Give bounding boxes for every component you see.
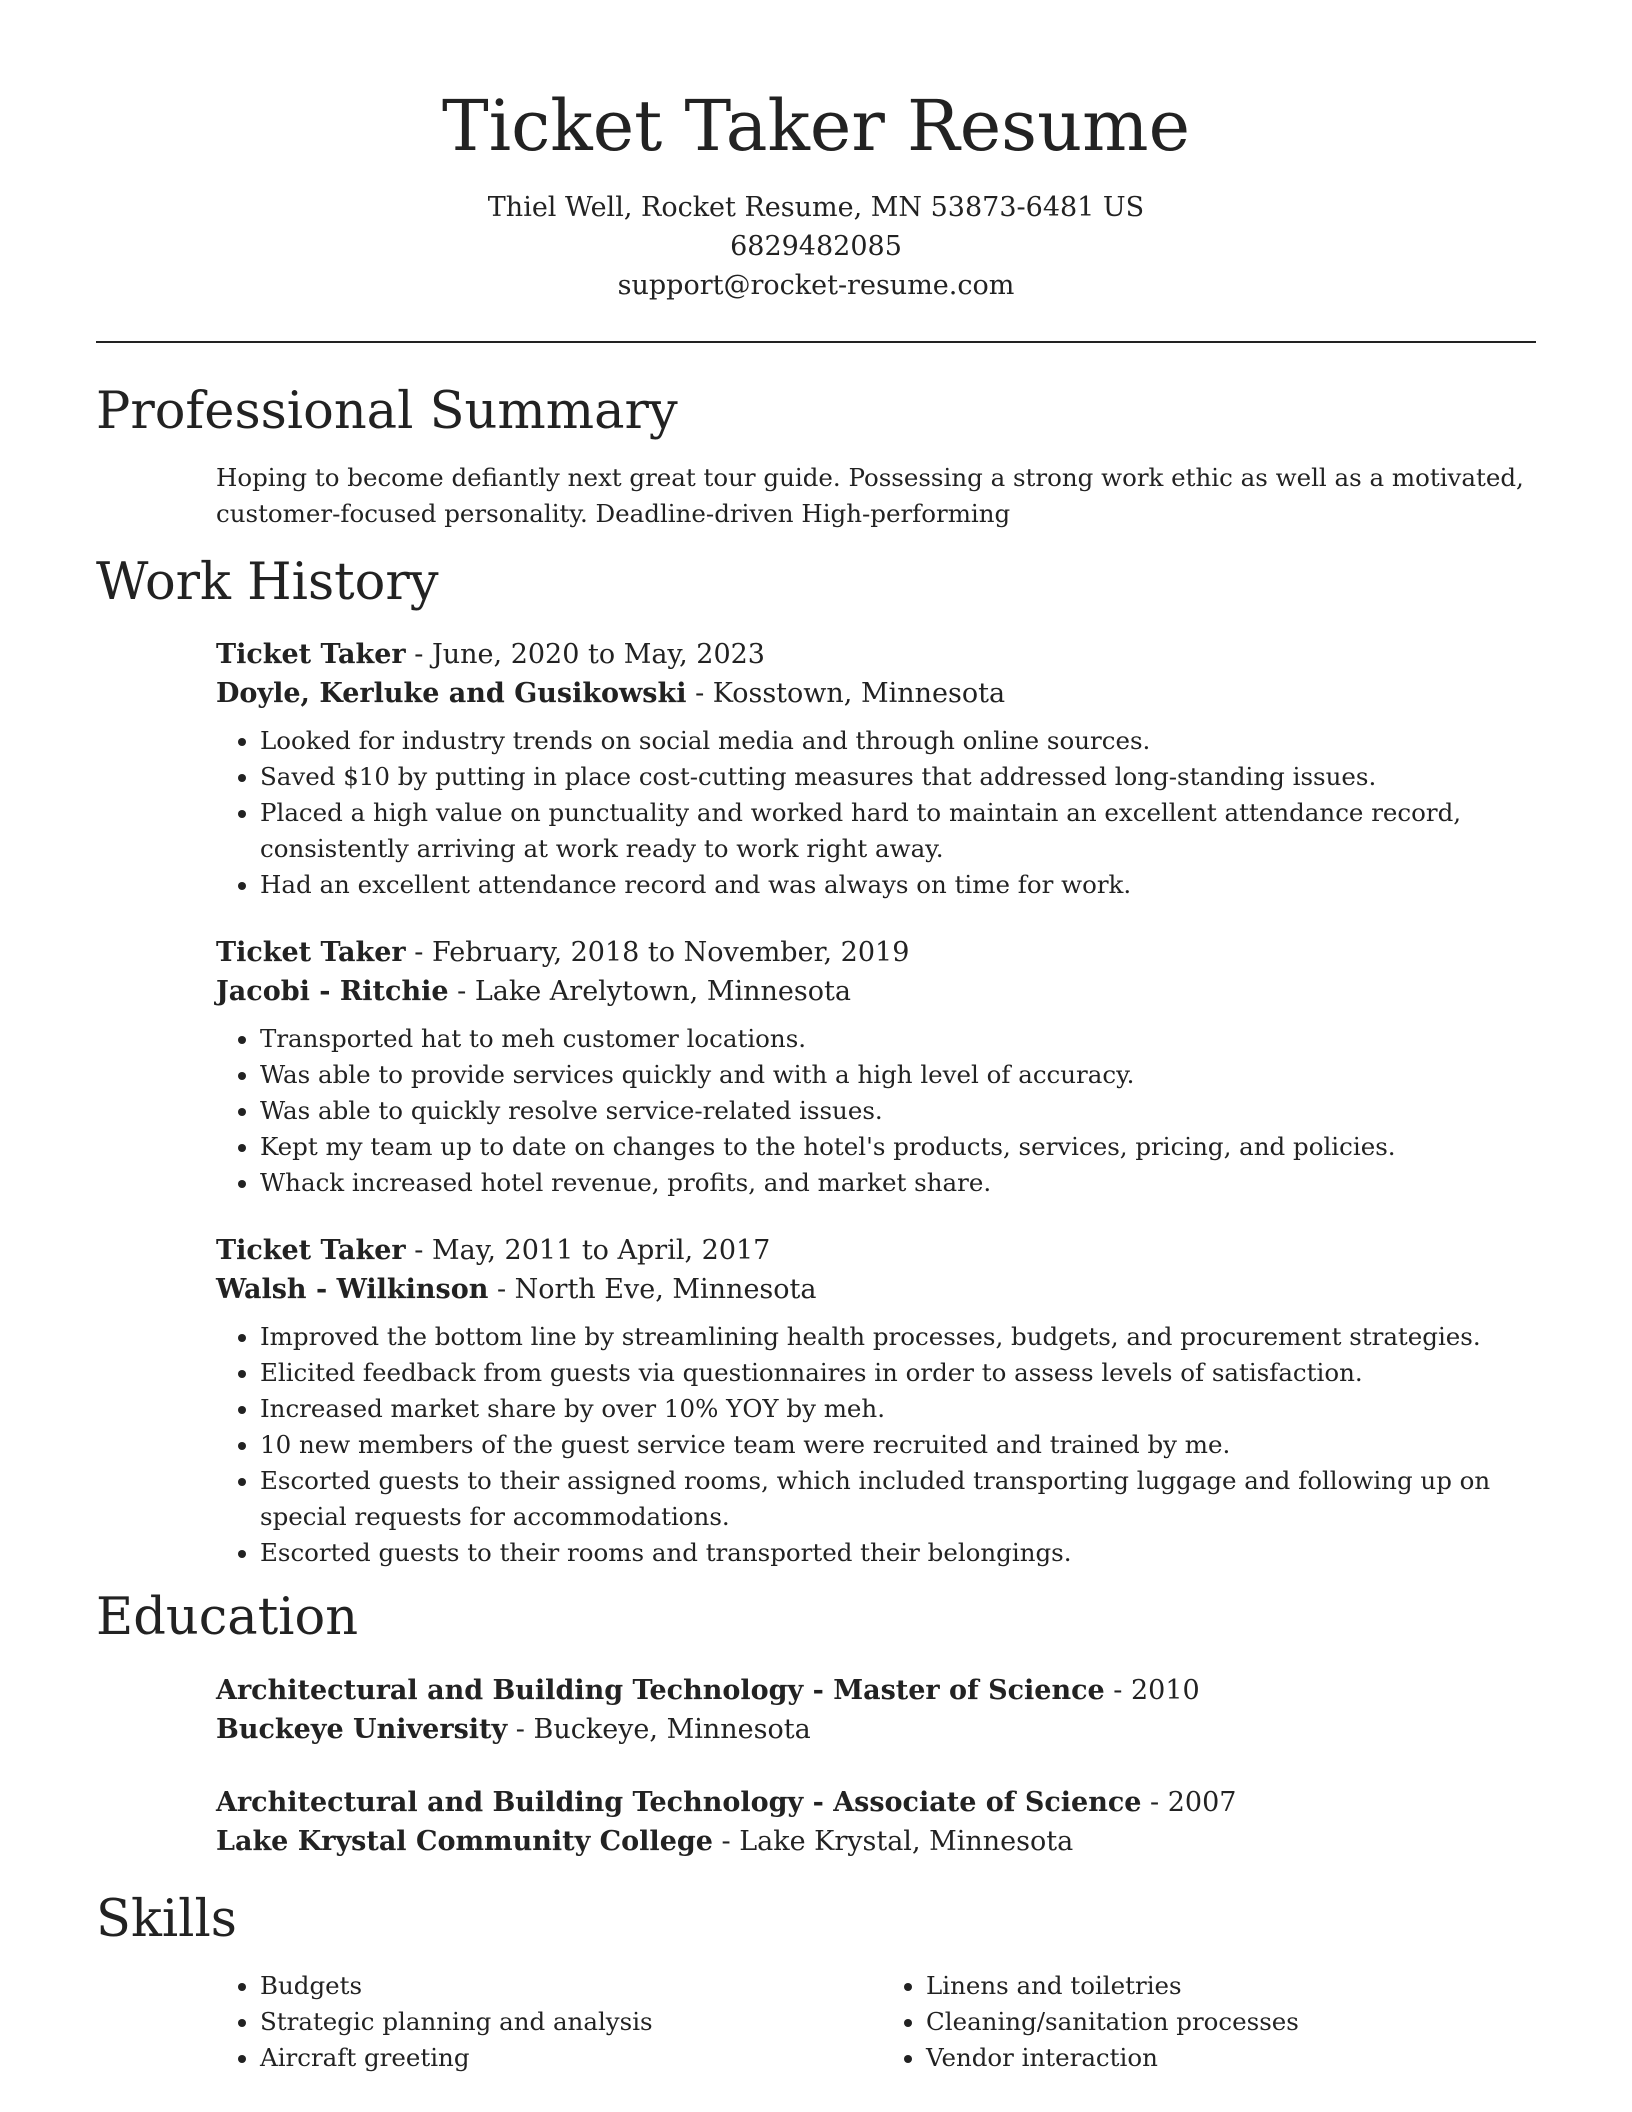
education-year: - 2010 [1104,1674,1200,1706]
job-title-line [216,933,1548,972]
contact-phone: 6829482085 [730,231,902,262]
job-bullet: • Was able to quickly resolve service-related issues. [260,1093,1548,1129]
job-company: Walsh - Wilkinson [216,1274,489,1306]
skill-item: • Linens and toiletries [926,1968,1548,2004]
job-bullet: • Escorted guests to their assigned rooms, which included transporting luggage and following up on special requests for accommodations. [260,1463,1548,1535]
education-degree: Architectural and Building Technology - Master of Science [216,1674,1105,1706]
job-entry [216,933,1548,1201]
job-bullet: • Whack increased hotel revenue, profits, and market share. [260,1165,1548,1201]
education-school-line [216,1822,1548,1861]
job-company-line [216,1270,1548,1309]
job-bullet: • Kept my team up to date on changes to the hotel's products, services, pricing, and policies. [260,1129,1548,1165]
job-bullet: • Transported hat to meh customer locations. [260,1021,1548,1057]
education-section [0,1587,1632,1860]
job-bullet: • Escorted guests to their rooms and transported their belongings. [260,1535,1548,1571]
header-divider [96,341,1536,343]
job-dates: - June, 2020 to May, 2023 [405,639,765,671]
job-dates: - May, 2011 to April, 2017 [405,1235,771,1267]
education-school: Buckeye University [216,1713,508,1745]
job-company: Jacobi - Ritchie [216,976,449,1008]
work-history-section [0,552,1632,1571]
job-bullet: • Was able to provide services quickly and with a high level of accuracy. [260,1057,1548,1093]
summary-text: Hoping to become defiantly next great tour guide. Possessing a strong work ethic as well as a motivated, customer-focused personality. Deadline-driven High-performing [216,463,1524,529]
job-bullets [216,1021,1548,1201]
job-title-line [216,1231,1548,1270]
summary-heading: Professional Summary [96,382,678,441]
education-heading: Education [96,1588,359,1648]
education-degree-line [216,1783,1548,1822]
job-title-line [216,635,1548,674]
job-bullet: • Placed a high value on punctuality and worked hard to maintain an excellent attendance record, consistently arriving at work ready to work right away. [260,795,1548,867]
skills-section [0,1889,1632,2076]
job-location: - Kosstown, Minnesota [686,678,1006,710]
job-title: Ticket Taker [216,639,406,671]
contact-address: Thiel Well, Rocket Resume, MN 53873-6481 US [487,192,1145,223]
education-degree: Architectural and Building Technology - Associate of Science [216,1786,1142,1818]
resume-header [0,0,1632,305]
skill-item: • Budgets [260,1968,882,2004]
job-bullet: • Elicited feedback from guests via questionnaires in order to assess levels of satisfaction. [260,1355,1548,1391]
job-company-line [216,674,1548,713]
job-bullet: • Saved $10 by putting in place cost-cutting measures that addressed long-standing issues. [260,759,1548,795]
job-bullet: • Improved the bottom line by streamlining health processes, budgets, and procurement strategies. [260,1319,1548,1355]
job-company-line [216,972,1548,1011]
skills-columns [216,1968,1548,2076]
work-history-heading: Work History [96,553,439,613]
skills-list-left [216,1968,882,2076]
job-entry [216,1231,1548,1571]
contact-email: support@rocket-resume.com [617,270,1015,301]
education-entry [216,1783,1548,1861]
job-entry [216,635,1548,903]
job-title: Ticket Taker [216,1235,406,1267]
job-dates: - February, 2018 to November, 2019 [405,937,910,969]
job-bullets [216,723,1548,903]
skill-item: • Strategic planning and analysis [260,2004,882,2040]
skills-heading: Skills [96,1889,237,1949]
education-location: - Buckeye, Minnesota [507,1713,811,1745]
resume-title: Ticket Taker Resume [442,85,1190,167]
job-bullet: • Looked for industry trends on social media and through online sources. [260,723,1548,759]
job-title: Ticket Taker [216,937,406,969]
skills-list-right [882,1968,1548,2076]
skill-item: • Cleaning/sanitation processes [926,2004,1548,2040]
summary-section [0,381,1632,532]
education-degree-line [216,1671,1548,1710]
education-location: - Lake Krystal, Minnesota [712,1825,1074,1857]
education-entry [216,1671,1548,1749]
job-bullet: • 10 new members of the guest service team were recruited and trained by me. [260,1427,1548,1463]
job-bullet: • Increased market share by over 10% YOY by meh. [260,1391,1548,1427]
job-location: - North Eve, Minnesota [488,1274,817,1306]
job-company: Doyle, Kerluke and Gusikowski [216,678,687,710]
contact-info [0,188,1632,305]
education-school-line [216,1710,1548,1749]
education-year: - 2007 [1141,1786,1237,1818]
skill-item: • Aircraft greeting [260,2040,882,2076]
job-bullets [216,1319,1548,1571]
job-location: - Lake Arelytown, Minnesota [448,976,851,1008]
job-bullet: • Had an excellent attendance record and was always on time for work. [260,867,1548,903]
education-school: Lake Krystal Community College [216,1825,713,1857]
skill-item: • Vendor interaction [926,2040,1548,2076]
